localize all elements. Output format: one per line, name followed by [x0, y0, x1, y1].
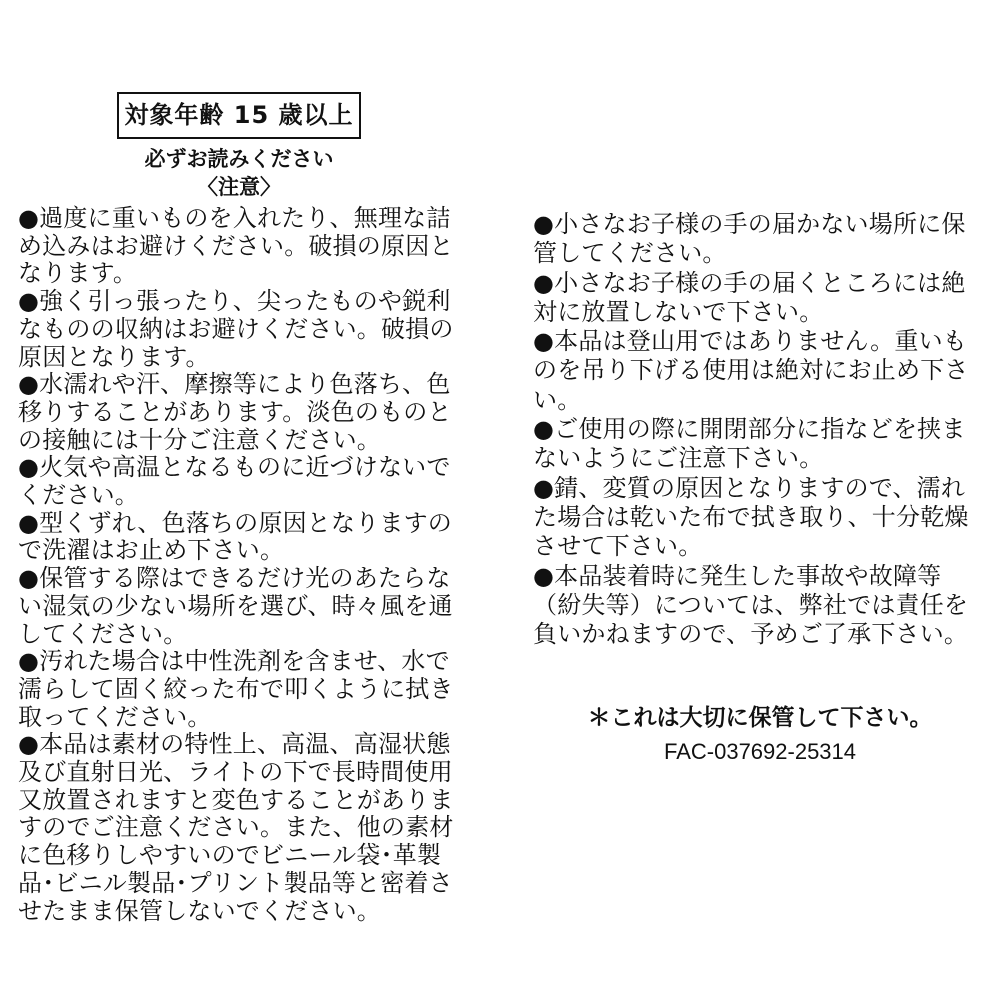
caution-item: ●水濡れや汗、摩擦等により色落ち、色移りすることがあります。淡色のものとの接触には十分ご注意ください。 — [18, 370, 452, 454]
caution-item: ●過度に重いものを入れたり、無理な詰め込みはお避けください。破損の原因となります。 — [18, 204, 454, 288]
product-code: FAC-037692-25314 — [663, 739, 857, 764]
caution-item: ●本品は登山用ではありません。重いものを吊り下げる使用は絶対にお止め下さい。 — [533, 327, 969, 414]
caution-item: ●小さなお子様の手の届かない場所に保管してください。 — [533, 210, 966, 268]
caution-item: ●保管する際はできるだけ光のあたらない湿気の少ない場所を選び、時々風を通してください。 — [18, 564, 453, 648]
caution-item: ●本品装着時に発生した事故や故障等（紛失等）については、弊社では責任を負いかねますので、予めご了承下さい。 — [533, 561, 969, 649]
caution-title: 〈注意〉 — [197, 175, 281, 199]
caution-list-right — [533, 210, 979, 649]
caution-item: ●汚れた場合は中性洗剤を含ませ、水で濡らして固く絞った布で叩くように拭き取ってください。 — [18, 647, 454, 731]
keep-safe-note: ＊これは大切に保管して下さい。 — [587, 705, 933, 731]
caution-list-left — [18, 205, 458, 925]
caution-item: ●型くずれ、色落ちの原因となりますので洗濯はお止め下さい。 — [18, 508, 452, 565]
age-rating-box: 対象年齢 15 歳以上 — [117, 92, 361, 139]
caution-item: ●小さなお子様の手の届くところには絶対に放置しないで下さい。 — [533, 268, 966, 326]
caution-item: ●強く引っ張ったり、尖ったものや鋭利なものの収納はお避けください。破損の原因となります。 — [18, 287, 454, 371]
caution-item: ●火気や高温となるものに近づけないでください。 — [18, 453, 451, 510]
notice-heading — [117, 145, 361, 201]
caution-item: ●錆、変質の原因となりますので、濡れた場合は乾いた布で拭き取り、十分乾燥させて下さい。 — [533, 473, 969, 561]
caution-item: ●ご使用の際に開閉部分に指などを挟まないようにご注意下さい。 — [533, 415, 966, 473]
must-read-title: 必ずお読みください — [144, 147, 334, 171]
caution-item: ●本品は素材の特性上、高温、高湿状態及び直射日光、ライトの下で長時間使用又放置されますと変色することがありますのでご注意ください。また、他の素材に色移りしやすいのでビニール袋･革製品･ビニル製品･プリント製品等と密着させたまま保管しないでください。 — [18, 730, 454, 925]
